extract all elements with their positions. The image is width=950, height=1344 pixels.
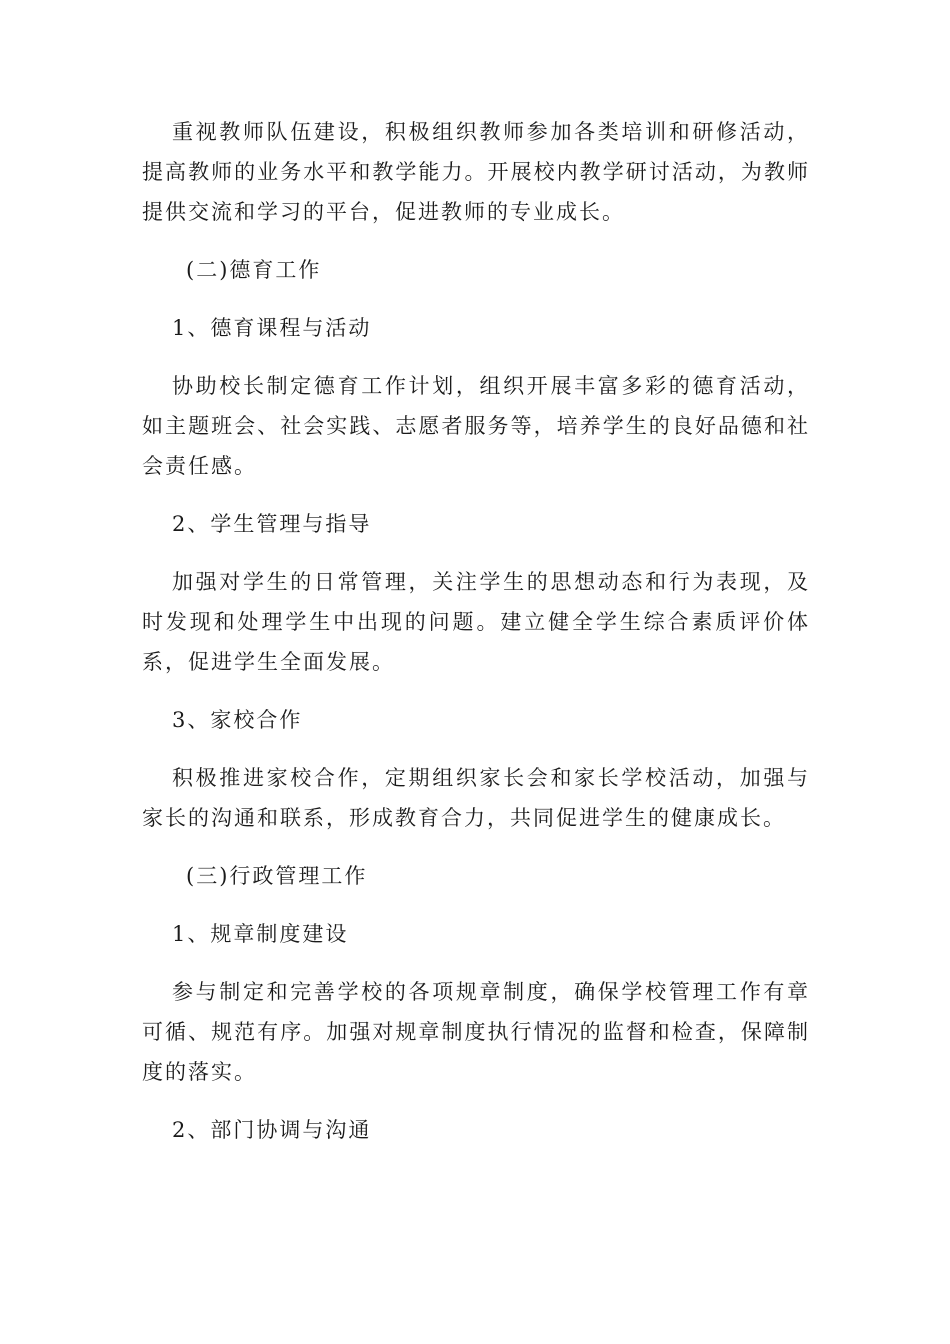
document-body [142,112,810,1150]
subheading-department-coordination: 2、部门协调与沟通 [172,1118,372,1142]
spacer [142,954,810,972]
spacer [142,896,810,914]
spacer [142,682,810,700]
subheading-home-school: 3、家校合作 [172,708,303,732]
section-heading-moral-education: (二)德育工作 [186,258,322,282]
spacer [142,740,810,758]
spacer [142,838,810,856]
spacer [142,290,810,308]
spacer [142,232,810,250]
subheading-student-management: 2、学生管理与指导 [172,512,372,536]
paragraph-home-school: 积极推进家校合作，定期组织家长会和家长学校活动，加强与家长的沟通和联系，形成教育合力，共同促进学生的健康成长。 [142,766,810,830]
spacer [142,1092,810,1110]
paragraph-rules: 参与制定和完善学校的各项规章制度，确保学校管理工作有章可循、规范有序。加强对规章制度执行情况的监督和检查，保障制度的落实。 [142,980,810,1084]
subheading-moral-courses: 1、德育课程与活动 [172,316,372,340]
subheading-rules: 1、规章制度建设 [172,922,349,946]
paragraph-student-management: 加强对学生的日常管理，关注学生的思想动态和行为表现，及时发现和处理学生中出现的问题。建立健全学生综合素质评价体系，促进学生全面发展。 [142,570,810,674]
spacer [142,348,810,366]
spacer [142,544,810,562]
spacer [142,486,810,504]
paragraph-moral-courses: 协助校长制定德育工作计划，组织开展丰富多彩的德育活动，如主题班会、社会实践、志愿者服务等，培养学生的良好品德和社会责任感。 [142,374,810,478]
paragraph-teacher-team: 重视教师队伍建设，积极组织教师参加各类培训和研修活动，提高教师的业务水平和教学能力。开展校内教学研讨活动，为教师提供交流和学习的平台，促进教师的专业成长。 [142,120,810,224]
section-heading-admin: (三)行政管理工作 [186,864,368,888]
